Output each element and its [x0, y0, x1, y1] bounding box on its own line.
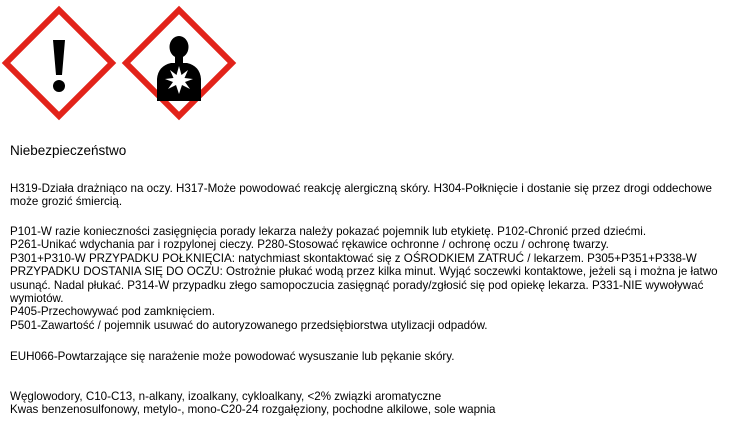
ghs-pictograms — [0, 0, 750, 140]
euh-statement: EUH066-Powtarzające się narażenie może powodować wysuszanie lub pękanie skóry. — [10, 350, 455, 363]
component-line: Kwas benzenosulfonowy, metylo-, mono-C20-24 rozgałęziony, pochodne alkilowe, sole wapnia — [10, 403, 496, 417]
signal-word: Niebezpieczeństwo — [10, 143, 127, 158]
precaution-line: P301+P310-W PRZYPADKU POŁKNIĘCIA: natychmiast skontaktować się z OŚRODKIEM ZATRUĆ / lekarzem. P305+P351+P338-W — [10, 251, 697, 265]
hazard-line: H319-Działa drażniąco na oczy. H317-Może powodować reakcję alergiczną skóry. H304-Połknięcie i dostanie się przez drogi oddechowe — [10, 182, 712, 195]
precaution-line: usunąć. Nadal płukać. P314-W przypadku złego samopoczucia zasięgnąć porady/zgłosić się pod opiekę lekarza. P331-NIE wywoływać — [10, 278, 704, 292]
hazard-statements — [10, 182, 745, 209]
hazard-line: może grozić śmiercią. — [10, 195, 123, 209]
precaution-line: P261-Unikać wdychania par i rozpylonej cieczy. P280-Stosować rękawice ochronne / ochronę oczu / ochronę twarzy. — [10, 238, 609, 252]
precaution-line: P405-Przechowywać pod zamknięciem. — [10, 305, 215, 319]
health-hazard-icon — [126, 10, 232, 116]
component-line: Węglowodory, C10-C13, n-alkany, izoalkany, cykloalkany, <2% związki aromatyczne — [10, 390, 442, 403]
precautionary-statements — [10, 225, 745, 332]
precaution-line: P501-Zawartość / pojemnik usuwać do autoryzowanego przedsiębiorstwa utylizacji odpadów. — [10, 318, 488, 332]
hazardous-components — [10, 390, 745, 417]
precaution-line: PRZYPADKU DOSTANIA SIĘ DO OCZU: Ostrożnie płukać wodą przez kilka minut. Wyjąć soczewki kontaktowe, jeżeli są i można je łatwo — [10, 265, 718, 279]
exclamation-mark-icon — [6, 10, 112, 116]
precaution-line: wymiotów. — [10, 292, 64, 306]
precaution-line: P101-W razie konieczności zasięgnięcia porady lekarza należy pokazać pojemnik lub etykietę. P102-Chronić przed dziećmi. — [10, 225, 647, 238]
